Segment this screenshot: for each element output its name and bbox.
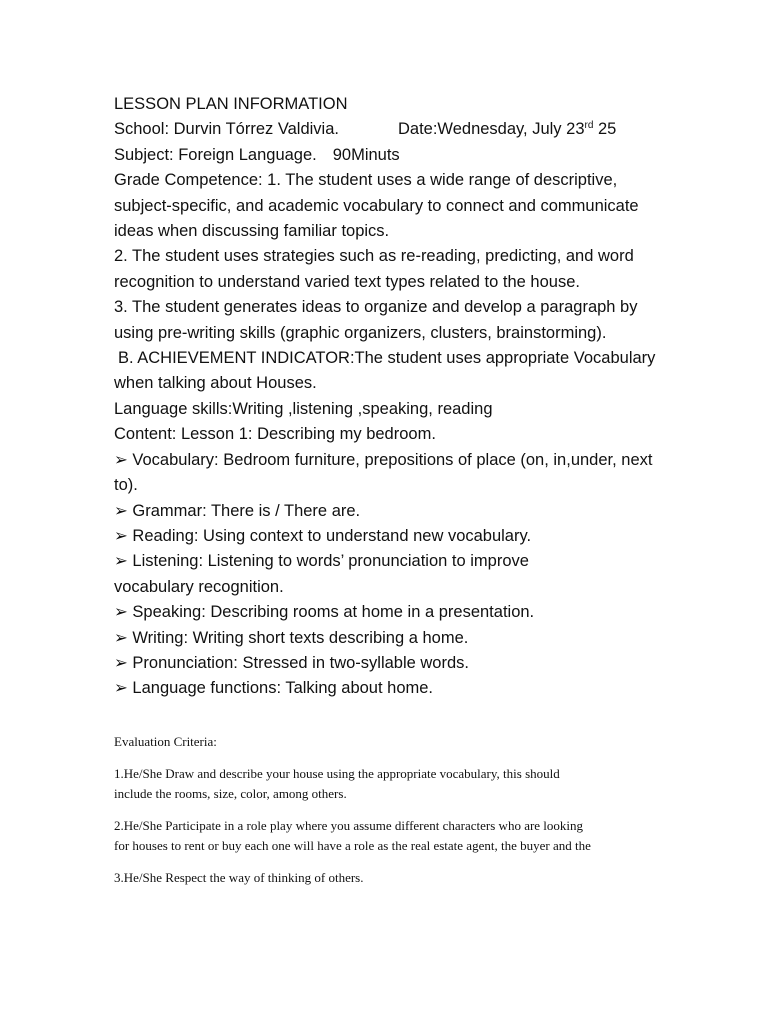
reading-bullet: ➢ Reading: Using context to understand new vocabulary. [114, 526, 532, 545]
evaluation-item-3 [114, 868, 674, 888]
evaluation-item-1 [114, 764, 674, 804]
duration-text: 90Minuts [332, 145, 400, 164]
competence-2-line-1: 2. The student uses strategies such as re-reading, predicting, and word [114, 247, 634, 266]
competence-1-line-1: Grade Competence: 1. The student uses a wide range of descriptive, [114, 171, 618, 190]
speaking-bullet: ➢ Speaking: Describing rooms at home in a presentation. [114, 603, 535, 622]
listening-bullet-line-1: ➢ Listening: Listening to words’ pronunciation to improve [114, 552, 529, 571]
competence-1-line-2: subject-specific, and academic vocabulary to connect and communicate [114, 196, 639, 215]
evaluation-item-2 [114, 816, 674, 856]
evaluation-item-1-line-1: 1.He/She Draw and describe your house using the appropriate vocabulary, this should [114, 766, 560, 781]
content-line: Content: Lesson 1: Describing my bedroom. [114, 425, 436, 444]
competence-3-line-2: using pre-writing skills (graphic organizers, clusters, brainstorming). [114, 323, 607, 342]
listening-bullet-line-2: vocabulary recognition. [114, 577, 284, 596]
pronunciation-bullet: ➢ Pronunciation: Stressed in two-syllable words. [114, 653, 469, 672]
evaluation-item-2-line-1: 2.He/She Participate in a role play where you assume different characters who are looking [114, 818, 584, 833]
evaluation-item-3-line-1: 3.He/She Respect the way of thinking of others. [114, 870, 364, 885]
vocabulary-bullet-line-1: ➢ Vocabulary: Bedroom furniture, prepositions of place (on, in,under, next [114, 450, 653, 469]
document-title: LESSON PLAN INFORMATION [114, 95, 348, 113]
vocabulary-bullet-line-2: to). [114, 476, 138, 495]
evaluation-title: Evaluation Criteria: [114, 734, 217, 749]
writing-bullet: ➢ Writing: Writing short texts describing a home. [114, 628, 469, 647]
lesson-plan-body [114, 92, 674, 702]
subject-line [114, 143, 674, 168]
lesson-date [398, 117, 616, 142]
evaluation-item-2-line-2: for houses to rent or buy each one will have a role as the real estate agent, the buyer and the [114, 838, 591, 853]
school-date-line [114, 117, 674, 142]
evaluation-item-1-line-2: include the rooms, size, color, among others. [114, 786, 347, 801]
date-text: Date:Wednesday, July 23 [398, 120, 585, 139]
grammar-bullet: ➢ Grammar: There is / There are. [114, 501, 361, 520]
achievement-indicator-line-1: B. ACHIEVEMENT INDICATOR:The student uses appropriate Vocabulary [118, 349, 656, 368]
competence-2-line-2: recognition to understand varied text types related to the house. [114, 272, 580, 291]
language-functions-bullet: ➢ Language functions: Talking about home. [114, 679, 433, 698]
date-ordinal-suffix: rd [584, 120, 594, 132]
language-skills-line: Language skills:Writing ,listening ,speaking, reading [114, 399, 493, 418]
competence-3-line-1: 3. The student generates ideas to organize and develop a paragraph by [114, 298, 638, 317]
achievement-indicator-line-2: when talking about Houses. [114, 374, 317, 393]
evaluation-criteria-section [114, 732, 674, 900]
date-year: 25 [593, 120, 617, 139]
subject-text: Subject: Foreign Language. [114, 145, 317, 164]
competence-1-line-3: ideas when discussing familiar topics. [114, 222, 390, 241]
school-name: School: Durvin Tórrez Valdivia. [114, 120, 339, 139]
